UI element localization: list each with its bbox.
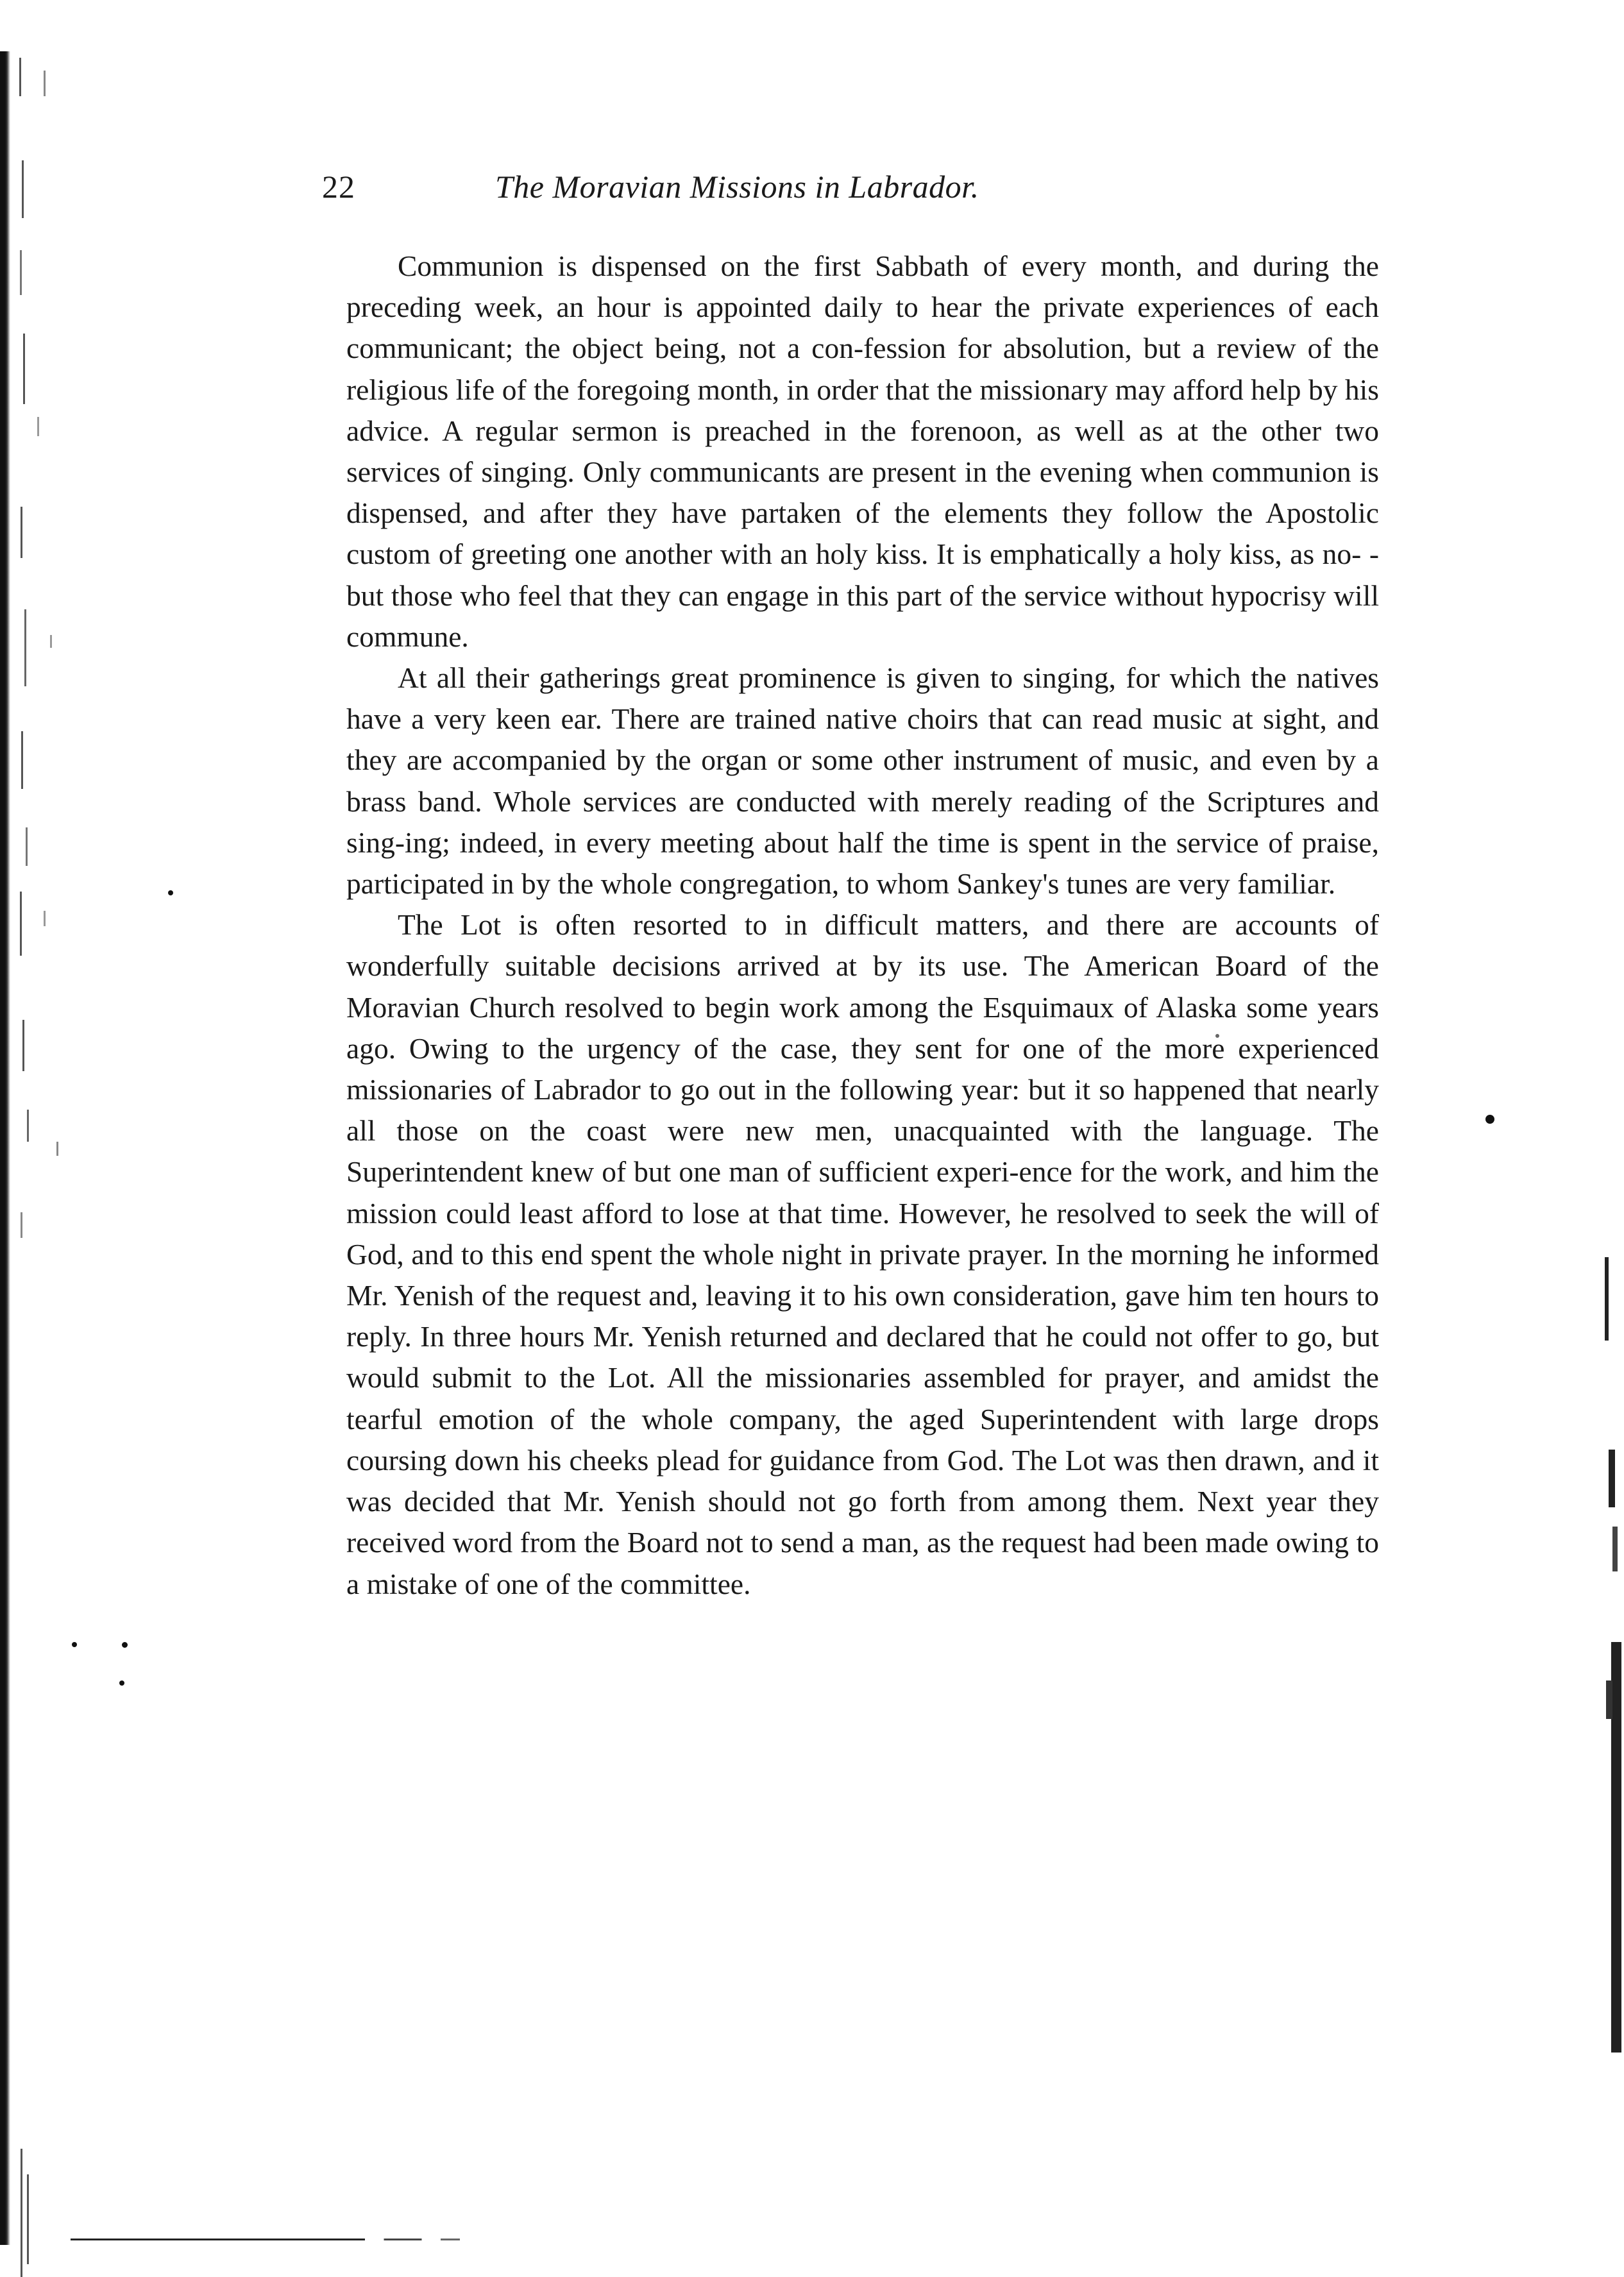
running-title: The Moravian Missions in Labrador. [495,169,979,205]
right-scan-edge [1600,1257,1624,2053]
footer-rule [71,2239,545,2240]
stray-speck [122,1642,128,1648]
stray-speck [119,1680,124,1686]
body-text [346,246,1379,1605]
binding-shadow [0,51,13,2245]
stray-speck [168,890,173,895]
stray-speck [72,1642,77,1647]
paragraph-communion: Communion is dispensed on the first Sabbath of every month, and during the preceding week, an hour is appointed daily to hear the private experiences of each communicant; the object being, not a con-fession for absolution, but a review of the religious life of the foregoing month, in order that the missionary may afford help by his advice. A regular sermon is preached in the forenoon, as well as at the other two services of singing. Only communicants are present in the evening when communion is dispensed, and after they have partaken of the elements they follow the Apostolic custom of greeting one another with an holy kiss. It is emphatically a holy kiss, as no- - but those who feel that they can engage in this part of the service without hypocrisy will commune. [346,250,1379,653]
paragraph-lot: The Lot is often resorted to in difficult matters, and there are accounts of wonderfully suitable decisions arrived at by its use. The American Board of the Moravian Church resolved to begin work among the Esquimaux of Alaska some years ago. Owing to the urgency of the case, they sent for one of the more experienced missionaries of Labrador to go out in the following year: but it so happened that nearly all those on the coast were new men, unacquainted with the language. The Superintendent knew of but one man of sufficient experi-ence for the work, and him the mission could least afford to lose at that time. However, he resolved to seek the will of God, and to this end spent the whole night in private prayer. In the morning he informed Mr. Yenish of the request and, leaving it to his own consideration, gave him ten hours to reply. In three hours Mr. Yenish returned and declared that he could not offer to go, but would submit to the Lot. All the missionaries assembled for prayer, and amidst the tearful emotion of the whole company, the aged Superintendent with large drops coursing down his cheeks plead for guidance from God. The Lot was then drawn, and it was decided that Mr. Yenish should not go forth from among them. Next year they received word from the Board not to send a man, as the request had been made owing to a mistake of one of the committee. [346,908,1379,1600]
binding-specks [18,58,95,2239]
page-number: 22 [322,169,355,205]
running-header [322,168,1380,219]
stray-speck [1485,1115,1494,1124]
paragraph-singing: At all their gatherings great prominence is given to singing, for which the natives have a very keen ear. There are trained native choirs that can read music at sight, and they are accompanied by the organ or some other instrument of music, and even by a brass band. Whole services are conducted with merely reading of the Scriptures and sing-ing; indeed, in every meeting about half the time is spent in the service of praise, participated in by the whole congregation, to whom Sankey's tunes are very familiar. [346,661,1379,901]
